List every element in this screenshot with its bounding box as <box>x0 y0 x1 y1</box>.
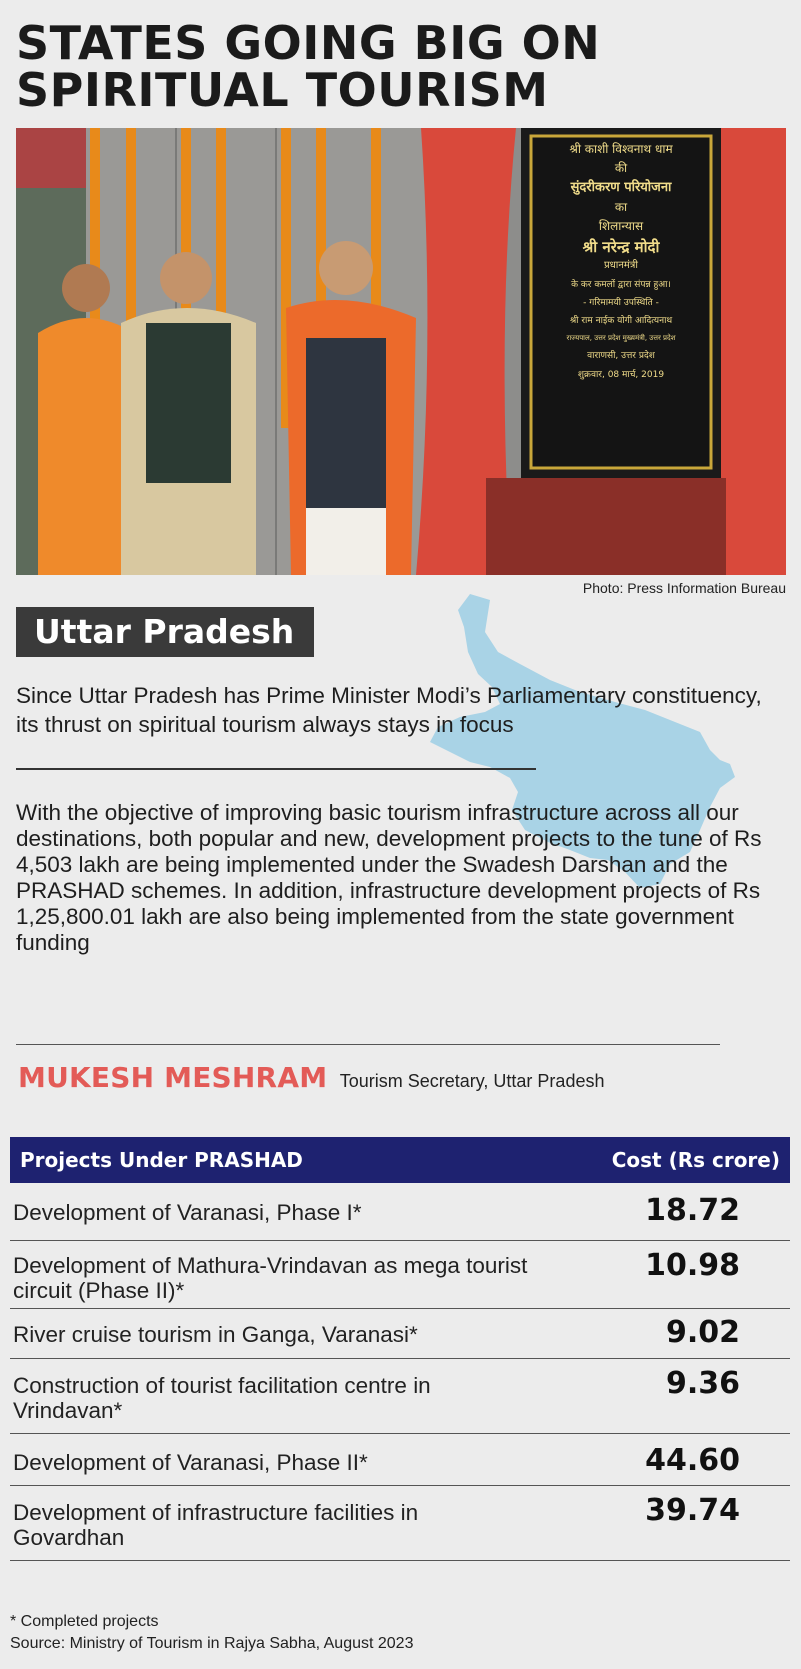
plaque-line: श्री राम नाईक योगी आदित्यनाथ <box>569 316 673 326</box>
project-name: Development of Varanasi, Phase I* <box>13 1200 362 1225</box>
intro-text: Since Uttar Pradesh has Prime Minister Modi’s Parliamentary constituency, its thrust on spiritual tourism always stays in focus <box>16 683 762 737</box>
plaque-text <box>531 140 711 382</box>
plaque-line: सुंदरीकरण परियोजना <box>570 180 672 195</box>
project-name: Development of Mathura-Vrindavan as mega tourist circuit (Phase II)* <box>13 1253 528 1303</box>
quote-text: With the objective of improving basic tourism infrastructure across all our destinations, both popular and new, development projects to the tune of Rs 4,503 lakh are being implemented under the Swadesh Darshan and the PRASHAD schemes. In addition, infrastructure development projects of Rs 1,25,800.01 lakh are also being implemented from the state government funding <box>16 800 762 955</box>
project-name: Development of infrastructure facilities in Govardhan <box>13 1500 419 1550</box>
project-cost: 10.98 <box>645 1248 740 1283</box>
project-cost: 9.02 <box>665 1315 740 1350</box>
project-cost: 18.72 <box>645 1193 740 1228</box>
column-header-projects: Projects Under PRASHAD <box>20 1148 303 1172</box>
project-name: Construction of tourist facilitation centre in Vrindavan* <box>13 1373 431 1423</box>
news-photo <box>16 128 786 575</box>
headline-line-1: STATES GOING BIG ON <box>16 16 601 70</box>
plaque-line: शिलान्यास <box>598 219 644 233</box>
plaque-line: श्री काशी विश्वनाथ धाम <box>569 142 673 156</box>
project-cost: 44.60 <box>645 1443 740 1478</box>
table-row <box>10 1309 790 1359</box>
plaque-line: वाराणसी, उत्तर प्रदेश <box>587 351 655 361</box>
table-row <box>10 1486 790 1561</box>
table-row <box>10 1434 790 1486</box>
photo-credit: Photo: Press Information Bureau <box>582 580 786 596</box>
quote-attribution <box>18 1061 604 1094</box>
plaque-line: का <box>614 200 628 214</box>
column-header-cost: Cost (Rs crore) <box>611 1148 780 1172</box>
project-name: Development of Varanasi, Phase II* <box>13 1450 368 1475</box>
footnote-source: Source: Ministry of Tourism in Rajya Sabha, August 2023 <box>10 1635 414 1652</box>
table-row <box>10 1241 790 1309</box>
plaque-line: शुक्रवार, 08 मार्च, 2019 <box>577 370 665 380</box>
divider <box>16 768 536 770</box>
table-row <box>10 1359 790 1434</box>
state-label: Uttar Pradesh <box>16 607 314 657</box>
prashad-projects-table <box>10 1137 790 1561</box>
person-name: MUKESH MESHRAM <box>18 1061 328 1094</box>
table-row <box>10 1183 790 1241</box>
divider <box>16 1044 720 1045</box>
plaque-line: - गरिमामयी उपस्थिति - <box>583 298 659 308</box>
plaque-line: राज्यपाल, उत्तर प्रदेश मुख्यमंत्री, उत्तर प्रदेश <box>566 334 676 342</box>
plaque-line: के कर कमलों द्वारा संपन्न हुआ। <box>571 280 671 290</box>
table-header <box>10 1137 790 1183</box>
footnotes <box>10 1611 413 1655</box>
project-name: River cruise tourism in Ganga, Varanasi* <box>13 1322 418 1347</box>
headline-line-2: SPIRITUAL TOURISM <box>16 63 549 117</box>
project-cost: 39.74 <box>645 1493 740 1528</box>
plaque-line: की <box>614 161 628 175</box>
person-title: Tourism Secretary, Uttar Pradesh <box>339 1071 605 1091</box>
footnote-completed: * Completed projects <box>10 1613 159 1630</box>
project-cost: 9.36 <box>665 1366 740 1401</box>
plaque-line: श्री नरेन्द्र मोदी <box>582 238 660 256</box>
plaque-line: प्रधानमंत्री <box>603 260 639 271</box>
headline <box>16 16 786 117</box>
